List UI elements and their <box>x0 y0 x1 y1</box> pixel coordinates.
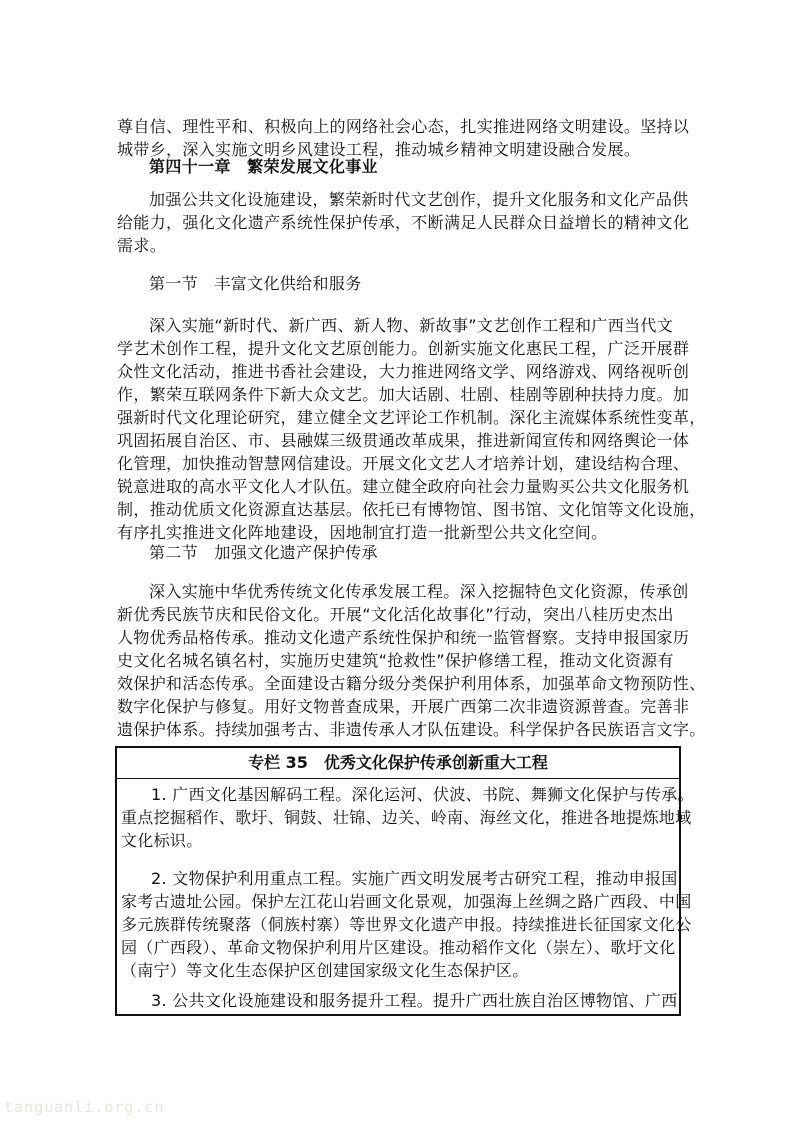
section1-para-line: 众性文化活动，推进书香社会建设，大力推进网络文学、网络游戏、网络视听创 <box>117 362 690 381</box>
section2-para-line: 史文化名城名镇名村，实施历史建筑“抢救性”保护修缮工程，推动文化资源有 <box>117 651 674 670</box>
section2-para-line: 效保护和活态传承。全面建设古籍分级分类保护利用体系，加强革命文物预防性、 <box>117 674 706 693</box>
section1-para-line: 锐意进取的高水平文化人才队伍。建立健全政府向社会力量购买公共文化服务机 <box>117 477 690 496</box>
section1-para-line: 作，繁荣互联网条件下新大众文艺。加大话剧、壮剧、桂剧等剧种扶持力度。加 <box>117 385 690 404</box>
section2-para-line: 深入实施中华优秀传统文化传承发展工程。深入挖掘特色文化资源，传承创 <box>149 582 689 601</box>
section2-para-line: 人物优秀品格传承。推动文化遗产系统性保护和统一监管督察。支持申报国家历 <box>117 628 690 647</box>
box-item-2-line: 多元族群传统聚落（侗族村寨）等世界文化遗产申报。持续推进长征国家文化公 <box>121 915 692 934</box>
feature-box-title: 专栏 35 优秀文化保护传承创新重大工程 <box>248 753 548 772</box>
box-item-2-line: 家考古遗址公园。保护左江花山岩画文化景观，加强海上丝绸之路广西段、中国 <box>121 892 692 911</box>
section1-title: 第一节 丰富文化供给和服务 <box>149 274 362 293</box>
box-item-3-line: 3. 公共文化设施建设和服务提升工程。提升广西壮族自治区博物馆、广西 <box>151 991 678 1010</box>
section1-para-line: 有序扎实推进文化阵地建设，因地制宜打造一批新型公共文化空间。 <box>117 523 608 542</box>
section1-para-line: 学艺术创作工程，提升文化文艺原创能力。创新实施文化惠民工程，广泛开展群 <box>117 339 690 358</box>
section1-para-line: 制，推动优质文化资源直达基层。依托已有博物馆、图书馆、文化馆等文化设施， <box>117 500 706 519</box>
chapter-title: 第四十一章 繁荣发展文化事业 <box>149 157 378 176</box>
section1-para-line: 巩固拓展自治区、市、县融媒三级贯通改革成果，推进新闻宣传和网络舆论一体 <box>117 431 690 450</box>
chapter-para-line: 给能力，强化文化遗产系统性保护传承，不断满足人民群众日益增长的精神文化 <box>117 213 690 232</box>
box-item-1-line: 重点挖掘稻作、歌圩、铜鼓、壮锦、边关、岭南、海丝文化，推进各地提炼地域 <box>121 808 692 827</box>
intro-line: 尊自信、理性平和、积极向上的网络社会心态，扎实推进网络文明建设。坚持以 <box>117 117 690 136</box>
box-item-1-line: 文化标识。 <box>121 831 203 850</box>
section2-para-line: 数字化保护与修复。用好文物普查成果，开展广西第二次非遗资源普查。完善非 <box>117 697 690 716</box>
box-item-2-line: 2. 文物保护利用重点工程。实施广西文明发展考古研究工程，推动申报国 <box>151 869 678 888</box>
section1-para-line: 化管理，加快推动智慧网信建设。开展文化文艺人才培养计划，建设结构合理、 <box>117 454 690 473</box>
section2-para-line: 新优秀民族节庆和民俗文化。开展“文化活化故事化”行动，突出八桂历史杰出 <box>117 605 674 624</box>
section1-para-line: 深入实施“新时代、新广西、新人物、新故事”文艺创作工程和广西当代文 <box>149 316 674 335</box>
intro-line: 城带乡，深入实施文明乡风建设工程，推动城乡精神文明建设融合发展。 <box>117 140 641 159</box>
box-item-2-line: 园（广西段）、革命文物保护利用片区建设。推动稻作文化（崇左）、歌圩文化 <box>121 938 676 957</box>
section2-para-line: 遗保护体系。持续加强考古、非遗传承人才队伍建设。科学保护各民族语言文字。 <box>117 720 706 739</box>
feature-box-header <box>117 748 679 779</box>
watermark: tanguanli.org.cn <box>4 1098 165 1116</box>
chapter-para-line: 加强公共文化设施建设，繁荣新时代文艺创作，提升文化服务和文化产品供 <box>149 190 689 209</box>
chapter-para-line: 需求。 <box>117 236 167 255</box>
section2-title: 第二节 加强文化遗产保护传承 <box>149 543 378 562</box>
box-item-2-line: （南宁）等文化生态保护区创建国家级文化生态保护区。 <box>121 961 529 980</box>
box-item-1-line: 1. 广西文化基因解码工程。深化运河、伏波、书院、舞狮文化保护与传承。 <box>151 785 694 804</box>
feature-box <box>115 746 694 1016</box>
section1-para-line: 强新时代文化理论研究，建立健全文艺评论工作机制。深化主流媒体系统性变革， <box>117 408 706 427</box>
